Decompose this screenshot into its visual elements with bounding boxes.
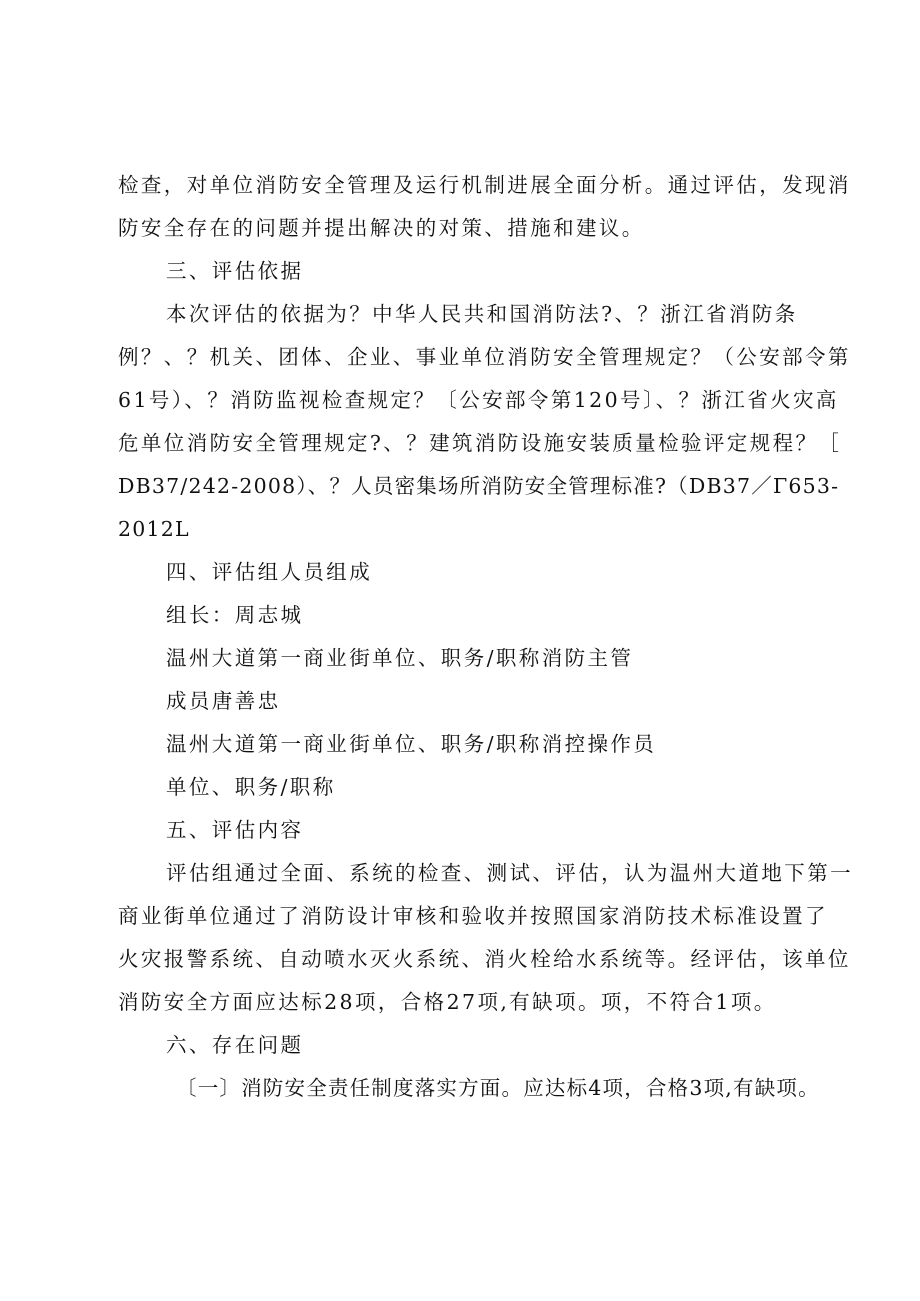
section-heading: 六、存在问题 <box>166 1033 304 1057</box>
paragraph-line: 防安全存在的问题并提出解决的对策、措施和建议。 <box>118 216 645 240</box>
paragraph-line: 消防安全方面应达标28项，合格27项,有缺项。项，不符合1项。 <box>118 990 777 1014</box>
paragraph-line: 单位、职务/职称 <box>166 775 336 799</box>
paragraph-line: 温州大道第一商业街单位、职务/职称消控操作员 <box>166 732 657 756</box>
paragraph-line: 〔一〕消防安全责任制度落实方面。应达标4项，合格3项,有缺项。 <box>176 1076 820 1100</box>
paragraph-line: 评估组通过全面、系统的检查、测试、评估，认为温州大道地下第一 <box>166 861 853 885</box>
paragraph-line: 温州大道第一商业街单位、职务/职称消防主管 <box>166 646 634 670</box>
paragraph-line: 组长：周志城 <box>166 603 304 627</box>
paragraph-line: 2012L <box>118 517 190 541</box>
paragraph-line: 本次评估的依据为？中华人民共和国消防法?、？浙江省消防条 <box>166 302 798 326</box>
paragraph-line: 商业街单位通过了消防设计审核和验收并按照国家消防技术标准设置了 <box>118 904 828 928</box>
paragraph-line: 检查，对单位消防安全管理及运行机制进展全面分析。通过评估，发现消 <box>118 173 851 197</box>
paragraph-line: DB37/242-2008）、？人员密集场所消防安全管理标准?（DB37／Γ653- <box>118 474 840 498</box>
paragraph-line: 61号）、？消防监视检查规定？〔公安部令第120号〕、？浙江省火灾高 <box>118 388 839 412</box>
paragraph-line: 火灾报警系统、自动喷水灭火系统、消火栓给水系统等。经评估，该单位 <box>118 947 851 971</box>
paragraph-line: 危单位消防安全管理规定?、？建筑消防设施安装质量检验评定规程？［ <box>118 431 842 455</box>
section-heading: 四、评估组人员组成 <box>166 560 373 584</box>
section-heading: 五、评估内容 <box>166 818 304 842</box>
paragraph-line: 例？、？机关、团体、企业、事业单位消防安全管理规定？（公安部令第 <box>118 345 851 369</box>
paragraph-line: 成员唐善忠 <box>166 689 281 713</box>
section-heading: 三、评估依据 <box>166 259 304 283</box>
